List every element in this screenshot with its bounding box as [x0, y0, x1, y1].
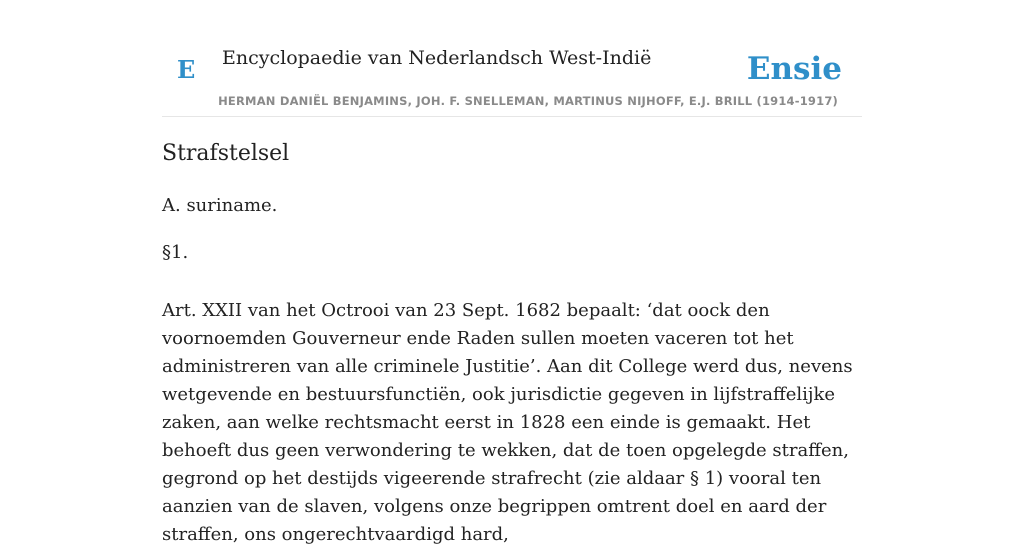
encyclopedia-logo-icon[interactable]: E	[177, 55, 196, 84]
section-heading: A. suriname.	[162, 195, 278, 216]
paragraph-mark: §1.	[162, 242, 189, 263]
entry-title: Strafstelsel	[162, 141, 290, 166]
article-content	[162, 138, 862, 549]
book-title-link[interactable]: Encyclopaedie van Nederlandsch West-Indië	[222, 47, 652, 69]
article-body: Art. XXII van het Octrooi van 23 Sept. 1682 bepaalt: ‘dat oock den voornoemden Gouverneur ende Raden sullen moeten vaceren tot het administreren van alle criminele Justitie’. Aan dit College werd dus, nevens wetgevende en bestuursfunctiën, ook jurisdictie gegeven in lijfstraffelijke zaken, aan welke rechtsmacht eerst in 1828 een einde is gemaakt. Het behoeft dus geen verwondering te wekken, dat de toen opgelegde straffen, gegrond op het destijds vigeerende strafrecht (zie aldaar § 1) vooral ten aanzien van de slaven, volgens onze begrippen omtrent doel en aard der straffen, ons ongerechtvaardigd hard,	[162, 300, 853, 545]
book-byline: HERMAN DANIËL BENJAMINS, JOH. F. SNELLEMAN, MARTINUS NIJHOFF, E.J. BRILL (1914-1917)	[218, 94, 838, 108]
page-header	[162, 0, 862, 117]
ensie-brand-link[interactable]: Ensie	[746, 51, 842, 87]
